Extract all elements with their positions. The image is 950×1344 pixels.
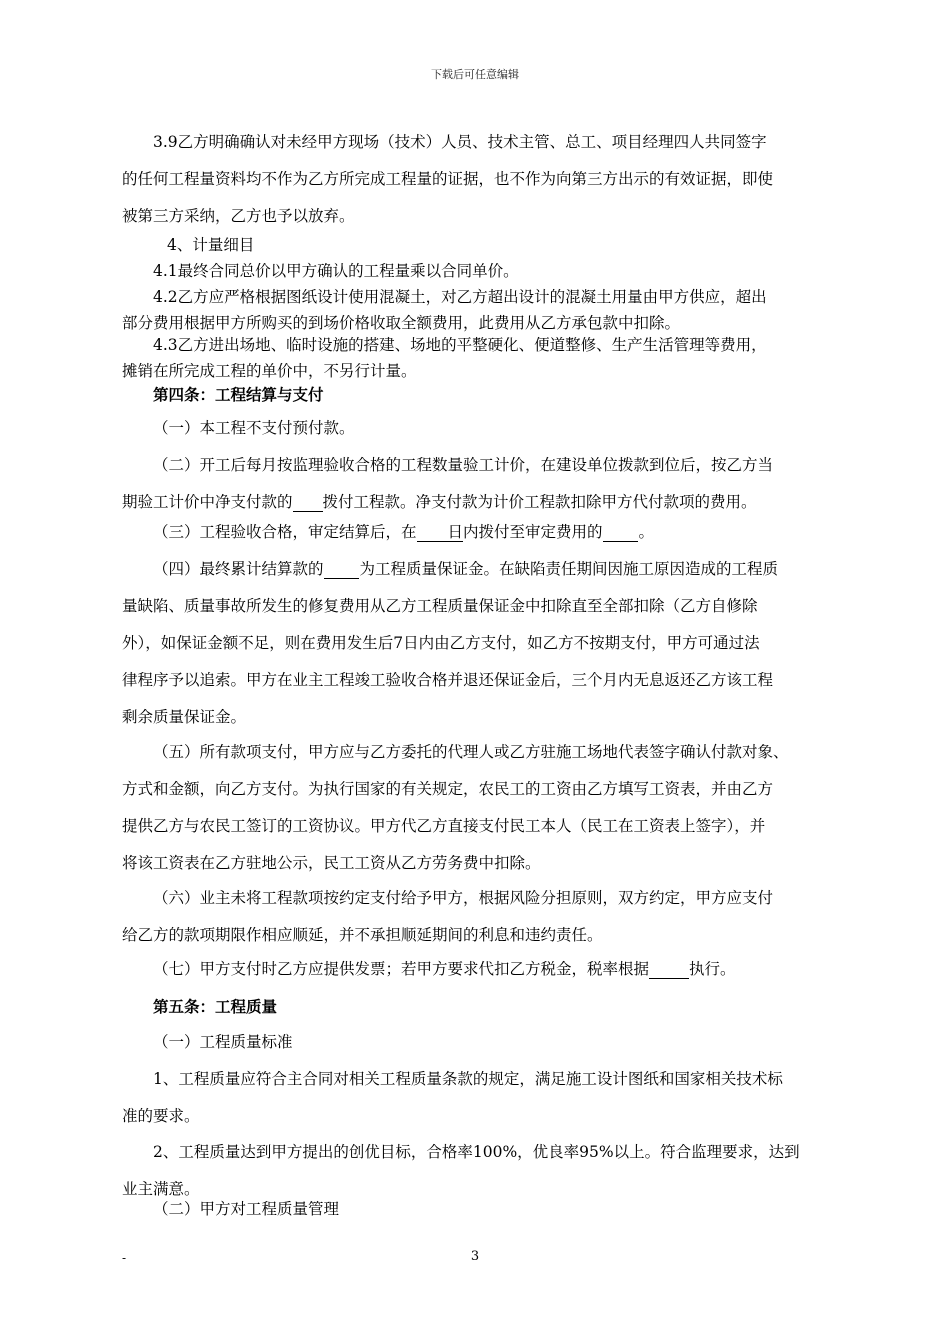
text-fragment: 期验工计价中净支付款的: [122, 493, 293, 511]
clause-7: [122, 951, 840, 988]
text-fragment: 为工程质量保证金。在缺陷责任期间因施工原因造成的工程质: [359, 560, 778, 578]
text-line: 外），如保证金额不足，则在费用发生后7日内由乙方支付，如乙方不按期支付，甲方可通过法: [122, 634, 760, 652]
text-line: 准的要求。: [122, 1107, 200, 1125]
page-number: 3: [470, 1249, 480, 1264]
text-line: 2、工程质量达到甲方提出的创优目标，合格率100%，优良率95%以上。符合监理要求，达到: [153, 1143, 800, 1161]
blank-field: [417, 523, 464, 542]
clause-4: [122, 551, 840, 736]
text-line: 方式和金额，向乙方支付。为执行国家的有关规定，农民工的工资由乙方填写工资表，并由乙方: [122, 780, 774, 798]
item-4-1: [122, 258, 840, 284]
text-line: [122, 514, 840, 551]
text-line: 部分费用根据甲方所购买的到场价格收取全额费用，此费用从乙方承包款中扣除。: [122, 314, 681, 332]
day-unit: 日: [447, 523, 464, 541]
clause-1: [122, 410, 840, 447]
text-line: 提供乙方与农民工签订的工资协议。甲方代乙方直接支付民工本人（民工在工资表上签字），并: [122, 817, 766, 835]
text-line: 4.2乙方应严格根据图纸设计使用混凝土，对乙方超出设计的混凝土用量由甲方供应，超出: [153, 288, 767, 306]
text-fragment: 。: [638, 523, 654, 541]
article-4-title: 第四条：工程结算与支付: [153, 385, 324, 404]
item-4-2: [122, 284, 840, 336]
text-line: 4.1最终合同总价以甲方确认的工程量乘以合同单价。: [153, 262, 519, 280]
text-line: [122, 551, 840, 588]
blank-field: [603, 523, 639, 542]
text-fragment: （七）甲方支付时乙方应提供发票；若甲方要求代扣乙方税金，税率根据: [153, 960, 650, 978]
text-line: （五）所有款项支付，甲方应与乙方委托的代理人或乙方驻施工场地代表签字确认付款对象、: [153, 743, 789, 761]
text-fragment: 执行。: [689, 960, 736, 978]
text-line: 被第三方采纳，乙方也予以放弃。: [122, 207, 355, 225]
text-line: 业主满意。: [122, 1180, 200, 1198]
text-fragment: 拨付工程款。净支付款为计价工程款扣除甲方代付款项的费用。: [322, 493, 757, 511]
page-header: 下载后可任意编辑: [431, 68, 519, 81]
text-line: 4.3乙方进出场地、临时设施的搭建、场地的平整硬化、便道整修、生产生活管理等费用，: [153, 336, 767, 354]
text-line: （六）业主未将工程款项按约定支付给予甲方，根据风险分担原则，双方约定，甲方应支付: [153, 889, 774, 907]
clause-6: [122, 880, 840, 954]
text-line: 律程序予以追索。甲方在业主工程竣工验收合格并退还保证金后，三个月内无息返还乙方该工程: [122, 671, 774, 689]
section-4-heading: 4、计量细目: [167, 236, 255, 254]
text-line: 剩余质量保证金。: [122, 708, 247, 726]
text-fragment: 内拨付至审定费用的: [463, 523, 603, 541]
text-line: 的任何工程量资料均不作为乙方所完成工程量的证据，也不作为向第三方出示的有效证据，即使: [122, 170, 774, 188]
text-line: （一）本工程不支付预付款。: [153, 419, 355, 437]
quality-management-title: [122, 1191, 840, 1228]
quality-standard-title: [122, 1024, 840, 1061]
text-line: 将该工资表在乙方驻地公示，民工工资从乙方劳务费中扣除。: [122, 854, 541, 872]
blank-field: [649, 960, 689, 979]
text-fragment: （四）最终累计结算款的: [153, 560, 324, 578]
blank-field: [293, 493, 323, 512]
text-line: （一）工程质量标准: [153, 1033, 293, 1051]
text-line: 量缺陷、质量事故所发生的修复费用从乙方工程质量保证金中扣除直至全部扣除（乙方自修除: [122, 597, 758, 615]
clause-2: [122, 447, 840, 521]
text-line: 1、工程质量应符合主合同对相关工程质量条款的规定，满足施工设计图纸和国家相关技术标: [153, 1070, 783, 1088]
blank-field: [324, 560, 360, 579]
text-line: 摊销在所完成工程的单价中，不另行计量。: [122, 362, 417, 380]
clause-3: [122, 514, 840, 551]
text-line: [122, 951, 840, 988]
text-line: （二）开工后每月按监理验收合格的工程数量验工计价，在建设单位拨款到位后，按乙方当: [153, 456, 774, 474]
article-5-title: 第五条：工程质量: [153, 997, 278, 1016]
quality-item-1: [122, 1061, 840, 1135]
paragraph-3-9: [122, 124, 840, 235]
footer-dash: -: [122, 1251, 127, 1265]
text-line: 3.9乙方明确确认对未经甲方现场（技术）人员、技术主管、总工、项目经理四人共同签字: [153, 133, 767, 151]
text-line: （二）甲方对工程质量管理: [153, 1200, 340, 1218]
text-line: 给乙方的款项期限作相应顺延，并不承担顺延期间的利息和违约责任。: [122, 926, 603, 944]
clause-5: [122, 734, 840, 882]
text-fragment: （三）工程验收合格，审定结算后，在: [153, 523, 417, 541]
